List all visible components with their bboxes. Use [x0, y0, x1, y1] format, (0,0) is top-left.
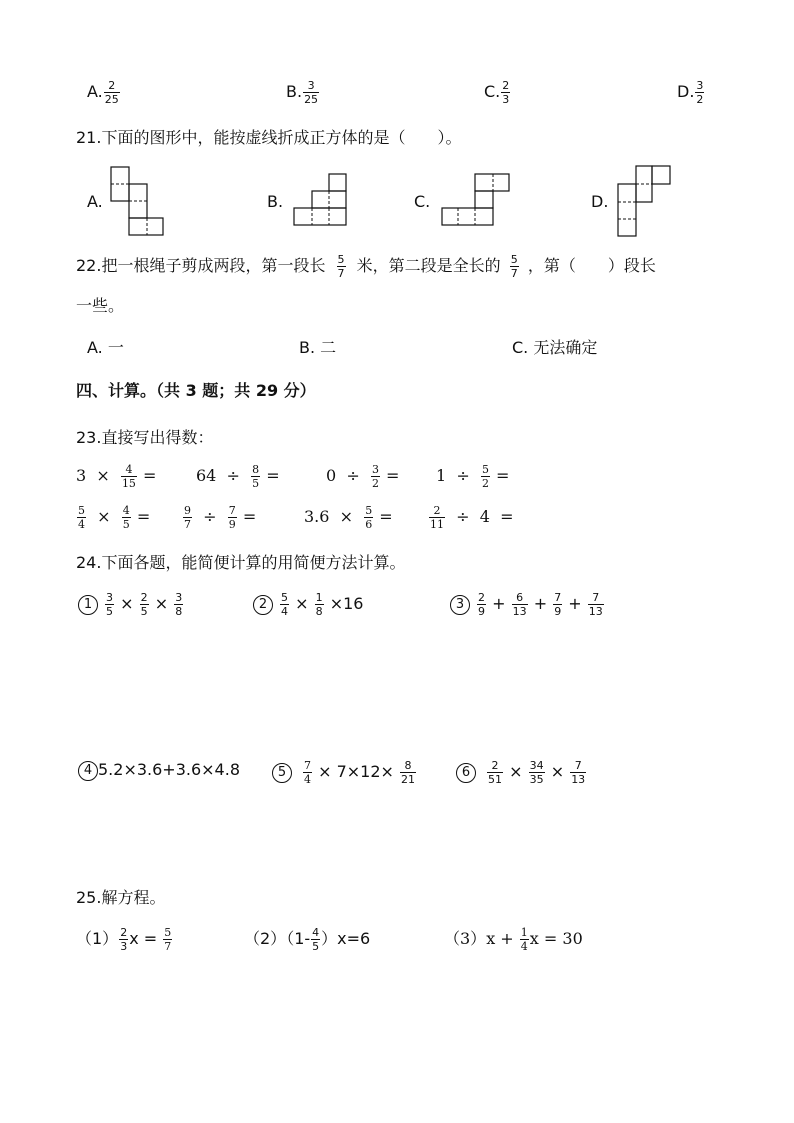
numerator: 34 [529, 759, 544, 772]
option-label: D. [677, 82, 695, 101]
denominator: 9 [478, 605, 485, 618]
q24-expr-2 [253, 592, 363, 617]
fraction [371, 464, 380, 489]
numerator: 8 [400, 760, 416, 773]
circled-number: 4 [78, 761, 98, 781]
denominator: 3 [502, 93, 510, 106]
denominator: 2 [696, 93, 704, 106]
option-label: A. [87, 82, 103, 101]
option-label: B. [286, 82, 303, 101]
operator: × [154, 594, 169, 613]
denominator: 8 [315, 605, 323, 618]
operand: 3.6 [304, 507, 330, 526]
numerator: 7 [588, 592, 604, 605]
denominator: 5 [140, 605, 148, 618]
fraction [501, 80, 510, 105]
q25-stem: 25.解方程。 [76, 888, 166, 907]
fraction [487, 760, 503, 785]
numerator: 8 [252, 463, 260, 476]
q24-expr-3 [450, 592, 605, 617]
numerator: 2 [429, 505, 445, 518]
denominator: 9 [554, 605, 562, 618]
numerator: 3 [696, 79, 704, 92]
numerator: 5 [78, 504, 85, 517]
q23-item-3 [326, 464, 399, 489]
operator: × [339, 507, 354, 526]
fraction [104, 80, 120, 105]
equation-prefix: （1- [286, 929, 311, 948]
numerator: 7 [228, 504, 236, 517]
q21-stem: 21.下面的图形中，能按虚线折成正方体的是（ ）。 [76, 128, 462, 147]
q21-net-c [440, 172, 512, 228]
denominator: 25 [304, 93, 319, 106]
fraction [280, 592, 289, 617]
numerator: 2 [120, 926, 128, 939]
operand: 64 [196, 466, 217, 485]
denominator: 21 [401, 773, 416, 786]
q20-option-d [677, 80, 705, 105]
circled-number: 2 [253, 595, 273, 615]
q22-option-c: C. 无法确定 [512, 338, 598, 357]
q20-option-c [484, 80, 511, 105]
denominator: 13 [571, 773, 586, 786]
fraction [251, 464, 260, 489]
denominator: 2 [371, 477, 379, 490]
fraction [520, 927, 529, 952]
numerator: 4 [121, 464, 137, 477]
denominator: 7 [337, 267, 345, 280]
operand: 1 [436, 466, 447, 485]
fraction [695, 80, 704, 105]
denominator: 13 [588, 605, 603, 618]
operator: + [492, 594, 506, 613]
numerator: 2 [487, 760, 503, 773]
numerator: 2 [478, 591, 485, 604]
fraction [400, 760, 416, 785]
q23-item-2 [196, 464, 280, 489]
operator: × [96, 466, 110, 485]
q24-expr-6 [456, 760, 587, 785]
fraction [183, 505, 192, 530]
equals: = [496, 466, 510, 485]
operator: ÷ [346, 466, 360, 485]
operator: ÷ [456, 466, 470, 485]
numerator: 4 [122, 504, 130, 517]
numerator: 5 [481, 463, 489, 476]
numerator: 1 [315, 591, 323, 604]
numerator: 5 [337, 253, 345, 266]
operator: × [97, 507, 111, 526]
q23-item-5 [76, 505, 150, 530]
fraction [140, 592, 149, 617]
fraction [529, 760, 545, 785]
expression-middle: × 7×12× [318, 762, 394, 781]
fraction [512, 592, 528, 617]
q25-equation-1 [76, 927, 173, 952]
numerator: 9 [184, 504, 191, 517]
denominator: 7 [184, 518, 191, 531]
operator: × [550, 762, 565, 781]
q21-label-d: D. [591, 192, 609, 211]
numerator: 5 [164, 926, 172, 939]
denominator: 8 [175, 605, 183, 618]
q24-stem: 24.下面各题，能简便计算的用简便方法计算。 [76, 553, 406, 572]
denominator: 5 [106, 605, 113, 618]
numerator: 2 [502, 79, 510, 92]
operator: ÷ [226, 466, 240, 485]
denominator: 5 [122, 518, 130, 531]
denominator: 7 [510, 267, 518, 280]
fraction [303, 760, 312, 785]
numerator: 3 [371, 463, 379, 476]
equals: = [242, 507, 257, 526]
numerator: 2 [140, 591, 148, 604]
q24-expr-4 [78, 760, 240, 781]
fraction [228, 505, 237, 530]
q21-label-b: B. [267, 192, 284, 211]
q23-item-7 [304, 505, 393, 530]
q20-option-b [286, 80, 320, 105]
numerator: 7 [304, 759, 311, 772]
fraction [121, 464, 137, 489]
fraction [481, 464, 490, 489]
denominator: 4 [520, 940, 528, 953]
numerator: 4 [312, 926, 320, 939]
denominator: 13 [512, 605, 527, 618]
q23-item-6 [182, 505, 256, 530]
numerator: 3 [175, 591, 183, 604]
operator: × [120, 594, 134, 613]
q21-net-b [292, 172, 348, 228]
operator: ÷ [456, 507, 470, 526]
numerator: 5 [281, 591, 288, 604]
equation-label: （2） [244, 929, 287, 948]
q22-text-3: ，第（ ）段长 [527, 256, 656, 275]
equation-prefix: x + [486, 929, 514, 948]
fraction [77, 505, 86, 530]
operand: 3 [76, 466, 87, 485]
numerator: 7 [554, 591, 562, 604]
fraction [315, 592, 324, 617]
equals: = [266, 466, 280, 485]
q22-line2: 一些。 [76, 296, 125, 315]
equals: = [386, 466, 400, 485]
equation-suffix: ）x=6 [321, 929, 371, 948]
denominator: 3 [120, 940, 128, 953]
denominator: 4 [78, 518, 85, 531]
circled-number: 1 [78, 595, 98, 615]
q22-option-a: A. 一 [87, 338, 124, 357]
q24-expr-5 [272, 760, 417, 785]
denominator: 5 [312, 940, 320, 953]
equals: = [500, 507, 514, 526]
denominator: 9 [228, 518, 236, 531]
fraction [122, 505, 131, 530]
fraction [510, 254, 519, 279]
operator: + [533, 594, 548, 613]
operator: ÷ [203, 507, 217, 526]
numerator: 1 [520, 926, 528, 939]
denominator: 6 [365, 518, 373, 531]
numerator: 3 [106, 591, 113, 604]
denominator: 5 [252, 477, 260, 490]
numerator: 5 [365, 504, 373, 517]
denominator: 25 [104, 93, 119, 106]
equation-label: （3） [444, 929, 487, 948]
fraction [163, 927, 172, 952]
fraction [311, 927, 320, 952]
option-label: C. [484, 82, 501, 101]
operand: 0 [326, 466, 337, 485]
circled-number: 5 [272, 763, 292, 783]
q23-item-4 [436, 464, 509, 489]
fraction [553, 592, 562, 617]
fraction [429, 505, 445, 530]
fraction [570, 760, 586, 785]
equation-middle: x = [129, 929, 158, 948]
equals: = [143, 466, 157, 485]
equals: = [379, 507, 393, 526]
numerator: 6 [512, 592, 528, 605]
q22-option-b: B. 二 [299, 338, 337, 357]
q22-text-1: 22.把一根绳子剪成两段，第一段长 [76, 256, 326, 275]
numerator: 5 [510, 253, 518, 266]
fraction [364, 505, 373, 530]
equation-suffix: x = 30 [529, 929, 583, 948]
denominator: 11 [430, 518, 444, 531]
fraction [105, 592, 114, 617]
q23-item-8 [428, 505, 514, 530]
numerator: 3 [303, 80, 319, 93]
q25-equation-2 [244, 927, 370, 952]
fraction [588, 592, 604, 617]
fraction [119, 927, 128, 952]
q22-line1 [76, 254, 656, 279]
denominator: 51 [488, 773, 502, 786]
q21-net-d [616, 164, 674, 238]
circled-number: 6 [456, 763, 476, 783]
q25-equation-3 [444, 927, 583, 952]
denominator: 35 [529, 773, 544, 786]
fraction [303, 80, 319, 105]
operator: × [295, 594, 309, 613]
q21-net-a [109, 165, 165, 237]
fraction [174, 592, 183, 617]
q20-option-a [87, 80, 121, 105]
expression-tail: ×16 [329, 594, 364, 613]
q21-label-a: A. [87, 192, 103, 211]
q23-stem: 23.直接写出得数： [76, 428, 214, 447]
q22-text-2: 米，第二段是全长的 [356, 256, 501, 275]
q21-label-c: C. [414, 192, 431, 211]
denominator: 7 [164, 940, 172, 953]
expression-text: 5.2×3.6+3.6×4.8 [98, 760, 240, 779]
equals: = [136, 507, 151, 526]
numerator: 2 [104, 80, 120, 93]
operator: + [568, 594, 582, 613]
section-heading: 四、计算。（共 3 题；共 29 分） [76, 381, 316, 400]
q23-item-1 [76, 464, 156, 489]
q24-expr-1 [78, 592, 184, 617]
operator: × [509, 762, 523, 781]
numerator: 7 [570, 760, 586, 773]
operand: 4 [479, 507, 490, 526]
fraction [337, 254, 346, 279]
denominator: 2 [481, 477, 489, 490]
denominator: 15 [121, 477, 136, 490]
fraction [477, 592, 486, 617]
denominator: 4 [281, 605, 288, 618]
denominator: 4 [304, 773, 311, 786]
equation-label: （1） [76, 929, 119, 948]
circled-number: 3 [450, 595, 470, 615]
